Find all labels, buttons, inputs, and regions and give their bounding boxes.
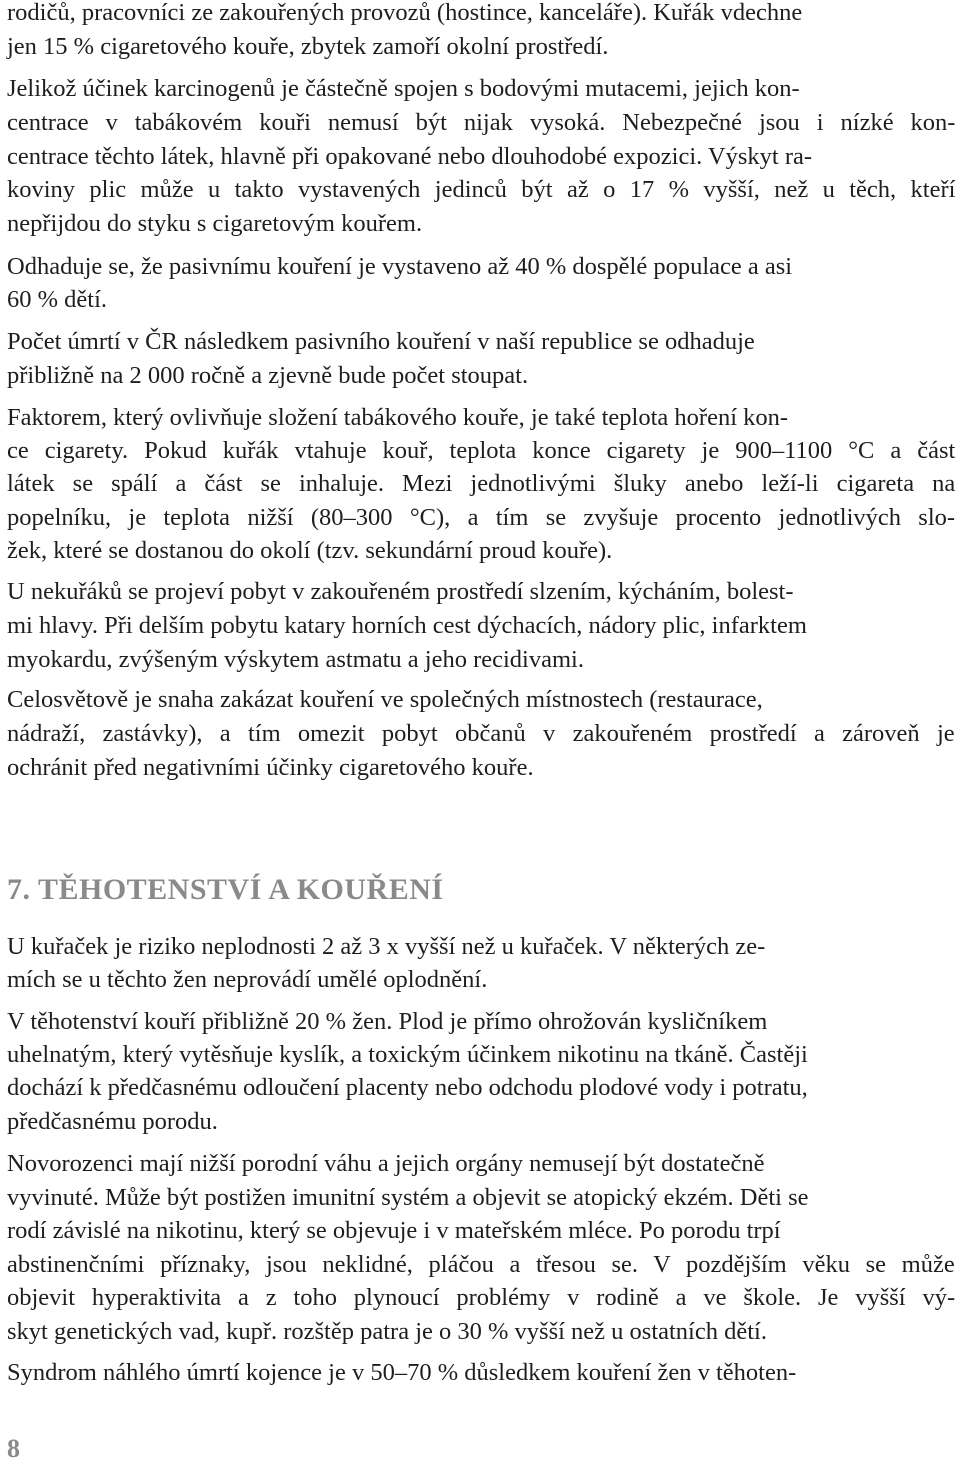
text-line: koviny plic může u takto vystavených jedinců být až o 17 % vyšší, než u těch, kteří (7, 176, 956, 203)
text-line: Faktorem, který ovlivňuje složení tabákového kouře, je také teplota hoření kon- (7, 404, 789, 431)
text-line: myokardu, zvýšeným výskytem astmatu a jeho recidivami. (7, 646, 584, 673)
text-line: látek se spálí a část se inhaluje. Mezi jednotlivými šluky anebo leží-li cigareta na (7, 470, 956, 497)
text-line: abstinenčními příznaky, jsou neklidné, pláčou a třesou se. V pozdějším věku se může (7, 1251, 955, 1278)
text-line: přibližně na 2 000 ročně a zjevně bude počet stoupat. (7, 362, 529, 389)
text-line: centrace těchto látek, hlavně při opakované nebo dlouhodobé expozici. Výskyt ra- (7, 143, 813, 170)
text-line: objevit hyperaktivita a z toho plynoucí problémy v rodině a ve škole. Je vyšší vý- (7, 1284, 956, 1311)
text-line: Syndrom náhlého úmrtí kojence je v 50–70 % důsledkem kouření žen v těhoten- (7, 1359, 797, 1386)
text-line: rodí závislé na nikotinu, který se objevuje i v mateřském mléce. Po porodu trpí (7, 1217, 781, 1244)
text-line: Jelikož účinek karcinogenů je částečně spojen s bodovými mutacemi, jejich kon- (7, 75, 800, 102)
text-line: uhelnatým, který vytěsňuje kyslík, a toxickým účinkem nikotinu na tkáně. Častěji (7, 1041, 808, 1068)
text-line: mích se u těchto žen neprovádí umělé oplodnění. (7, 966, 488, 993)
text-line: Počet úmrtí v ČR následkem pasivního kouření v naší republice se odhaduje (7, 328, 755, 355)
text-line: jen 15 % cigaretového kouře, zbytek zamoří okolní prostředí. (7, 33, 609, 60)
text-line: centrace v tabákovém kouři nemusí být nijak vysoká. Nebezpečné jsou i nízké kon- (7, 109, 956, 136)
text-line: U kuřaček je riziko neplodnosti 2 až 3 x vyšší než u kuřaček. V některých ze- (7, 933, 766, 960)
text-line: Novorozenci mají nižší porodní váhu a jejich orgány nemusejí být dostatečně (7, 1150, 765, 1177)
text-line: 60 % dětí. (7, 286, 108, 313)
text-line: U nekuřáků se projeví pobyt v zakouřeném prostředí slzením, kýcháním, bolest- (7, 578, 794, 605)
text-line: dochází k předčasnému odloučení placenty nebo odchodu plodové vody i potratu, (7, 1074, 808, 1101)
text-line: vyvinuté. Může být postižen imunitní systém a objevit se atopický ekzém. Děti se (7, 1184, 809, 1211)
text-line: V těhotenství kouří přibližně 20 % žen. Plod je přímo ohrožován kysličníkem (7, 1008, 768, 1035)
text-line: nádraží, zastávky), a tím omezit pobyt občanů v zakouřeném prostředí a zároveň je (7, 720, 955, 747)
page-number: 8 (7, 1434, 20, 1463)
text-line: popelníku, je teplota nižší (80–300 °C), a tím se zvyšuje procento jednotlivých slo- (7, 504, 956, 531)
text-line: ochránit před negativními účinky cigaretového kouře. (7, 754, 534, 781)
text-line: Odhaduje se, že pasivnímu kouření je vystaveno až 40 % dospělé populace a asi (7, 253, 793, 280)
text-line: ce cigarety. Pokud kuřák vtahuje kouř, teplota konce cigarety je 900–1100 °C a část (7, 437, 956, 464)
text-line: rodičů, pracovníci ze zakouřených provozů (hostince, kanceláře). Kuřák vdechne (7, 0, 803, 26)
text-line: skyt genetických vad, kupř. rozštěp patra je o 30 % vyšší než u ostatních dětí. (7, 1318, 767, 1345)
text-line: předčasnému porodu. (7, 1108, 218, 1135)
text-line: mi hlavy. Při delším pobytu katary horních cest dýchacích, nádory plic, infarktem (7, 612, 807, 639)
section-heading: 7. TĚHOTENSTVÍ A KOUŘENÍ (7, 873, 444, 906)
text-line: Celosvětově je snaha zakázat kouření ve společných místnostech (restaurace, (7, 686, 763, 713)
text-line: žek, které se dostanou do okolí (tzv. sekundární proud kouře). (7, 537, 613, 564)
text-line: nepřijdou do styku s cigaretovým kouřem. (7, 210, 423, 237)
